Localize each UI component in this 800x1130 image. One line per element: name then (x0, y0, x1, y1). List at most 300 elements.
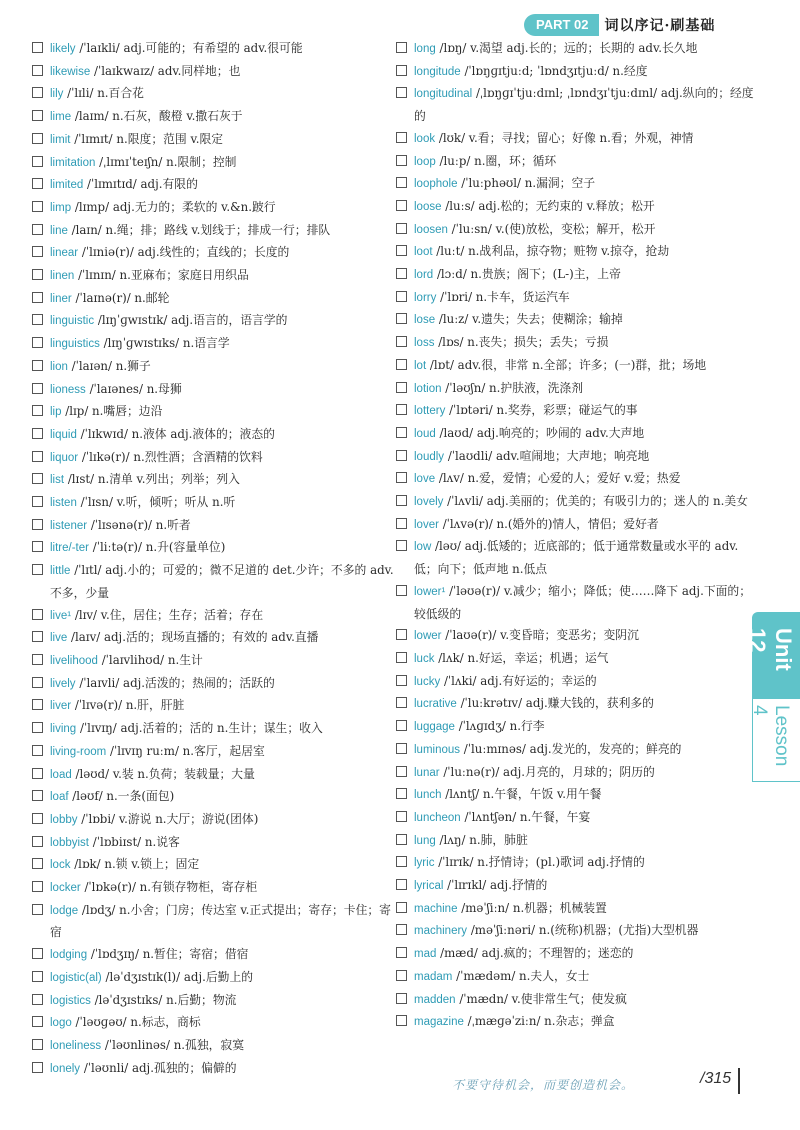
vocab-entry (32, 401, 400, 424)
checkbox-icon[interactable] (32, 677, 43, 688)
vocab-entry (32, 832, 400, 855)
vocab-entry (32, 695, 400, 718)
vocab-entry (396, 378, 756, 401)
checkbox-icon[interactable] (32, 405, 43, 416)
vocab-entry (396, 173, 756, 196)
checkbox-icon[interactable] (396, 924, 407, 935)
checkbox-icon[interactable] (396, 42, 407, 53)
headword: lovely (414, 496, 444, 509)
headword: machine (414, 902, 458, 915)
vocab-entry (396, 151, 756, 174)
vocab-entry (396, 468, 756, 491)
definition: /lɒdʒ/ n.小舍；门房；传达室 v.正式提出；寄存；卡住；寄宿 (50, 902, 391, 940)
definition: /lɔːd/ n.贵族；阁下；(L-)主，上帝 (436, 267, 621, 282)
checkbox-icon[interactable] (32, 314, 43, 325)
checkbox-icon[interactable] (396, 200, 407, 211)
definition: /luːs/ adj.松的；无约束的 v.释放；松开 (445, 198, 655, 213)
vocab-entry (396, 784, 756, 807)
headword: loudly (414, 450, 445, 463)
headword: lonely (50, 1062, 81, 1075)
definition: /ləʊf/ n.一条(面包) (72, 789, 175, 804)
vocab-entry (396, 38, 756, 61)
checkbox-icon[interactable] (396, 495, 407, 506)
definition: /lʌntʃ/ n.午餐，午饭 v.用午餐 (445, 787, 602, 802)
definition: /ˈlɪniə(r)/ adj.线性的；直线的；长度的 (81, 245, 290, 260)
headword: living-room (50, 745, 107, 758)
definition: /ˈlɒri/ n.卡车，货运汽车 (440, 289, 570, 304)
definition: /ˈlʌntʃən/ n.午餐，午宴 (464, 809, 591, 824)
checkbox-icon[interactable] (396, 472, 407, 483)
checkbox-icon[interactable] (396, 155, 407, 166)
definition: /lɪŋˈɡwɪstɪks/ n.语言学 (103, 336, 230, 351)
definition: /laɪv/ adj.活的；现场直播的；有效的 adv.直播 (71, 630, 319, 645)
headword: linear (50, 247, 79, 260)
checkbox-icon[interactable] (32, 1039, 43, 1050)
vocab-entry (396, 219, 756, 242)
vocab-entry (396, 989, 756, 1012)
definition: /ˈlɪvɪŋ ruːm/ n.客厅，起居室 (110, 743, 265, 758)
vocab-entry (396, 536, 756, 580)
vocab-entry (396, 514, 756, 537)
headword: lucky (414, 675, 441, 688)
checkbox-icon[interactable] (32, 519, 43, 530)
definition: /ˈliːtə(r)/ n.升(容量单位) (92, 540, 226, 555)
vocab-entry (396, 309, 756, 332)
checkbox-icon[interactable] (396, 697, 407, 708)
definition: /ˈlɪli/ n.百合花 (67, 86, 144, 101)
definition: /lɒs/ n.丧失；损失；丢失；亏损 (438, 335, 609, 350)
headword: lunch (414, 789, 442, 802)
definition: /lɪst/ n.清单 v.列出；列举；列入 (67, 472, 240, 487)
footer-motto: 不要守待机会，而要创造机会。 (452, 1078, 635, 1092)
checkbox-icon[interactable] (32, 428, 43, 439)
checkbox-icon[interactable] (32, 360, 43, 371)
vocab-entry (32, 809, 400, 832)
definition: /ˈlʌvli/ adj.美丽的；优美的；有吸引力的；迷人的 n.美女 (447, 494, 748, 509)
vocab-entry (32, 424, 400, 447)
headword: magazine (414, 1016, 464, 1029)
vocab-entry (396, 446, 756, 469)
vocab-entry (396, 875, 756, 898)
headword: lose (414, 314, 436, 327)
checkbox-icon[interactable] (32, 383, 43, 394)
lesson-box (749, 698, 800, 782)
checkbox-icon[interactable] (396, 132, 407, 143)
headword: loophole (414, 178, 458, 191)
definition: /ˈlaɪənes/ n.母狮 (89, 381, 182, 396)
definition: /ˈləʊnlinəs/ n.孤独，寂寞 (104, 1037, 245, 1052)
headword: lobby (50, 813, 78, 826)
definition: /luːt/ n.战利品，掠夺物；赃物 v.掠夺，抢劫 (436, 244, 670, 259)
checkbox-icon[interactable] (32, 1016, 43, 1027)
checkbox-icon[interactable] (32, 451, 43, 462)
headword: luck (414, 652, 435, 665)
headword: loneliness (50, 1039, 102, 1052)
vocab-entry (396, 762, 756, 785)
checkbox-icon[interactable] (396, 313, 407, 324)
checkbox-icon[interactable] (32, 631, 43, 642)
vocab-entry (32, 786, 400, 809)
definition: /ˈləʊə(r)/ v.减少；缩小；降低；使……降下 adj.下面的；较低级的 (414, 583, 752, 621)
section-title: 词以序记·刷基础 (604, 18, 716, 34)
headword: love (414, 473, 436, 486)
checkbox-icon[interactable] (32, 292, 43, 303)
headword: listen (50, 497, 77, 510)
checkbox-icon[interactable] (396, 879, 407, 890)
vocab-entry (32, 718, 400, 741)
definition: /lɒŋ/ v.渴望 adj.长的；远的；长期的 adv.长久地 (439, 41, 698, 55)
checkbox-icon[interactable] (32, 337, 43, 348)
definition: /ˈmædəm/ n.夫人，女士 (456, 968, 590, 983)
checkbox-icon[interactable] (32, 813, 43, 824)
headword: lodging (50, 949, 88, 962)
definition: /ˈlɪmɪt/ n.限度；范围 v.限定 (74, 131, 224, 146)
headword: liver (50, 700, 72, 713)
vocab-entry (32, 129, 400, 152)
checkbox-icon[interactable] (32, 133, 43, 144)
definition: /ˈlɪvɪŋ/ adj.活着的；活的 n.生计；谋生；收入 (79, 721, 323, 736)
headword: limp (50, 201, 72, 214)
headword: linen (50, 270, 75, 283)
checkbox-icon[interactable] (396, 675, 407, 686)
headword: lip (50, 406, 62, 419)
headword: loaf (50, 791, 69, 804)
headword: lucrative (414, 698, 457, 711)
checkbox-icon[interactable] (396, 518, 407, 529)
definition: /lʌk/ n.好运，幸运；机遇；运气 (438, 650, 609, 665)
vocab-entry (396, 332, 756, 355)
checkbox-icon[interactable] (32, 768, 43, 779)
vocab-entry (32, 83, 400, 106)
checkbox-icon[interactable] (396, 993, 407, 1004)
vocab-entry (396, 830, 756, 853)
headword: low (414, 541, 432, 554)
checkbox-icon[interactable] (32, 994, 43, 1005)
vocab-entry (396, 966, 756, 989)
checkbox-icon[interactable] (396, 1015, 407, 1026)
headword: little (50, 565, 71, 578)
vocab-entry (396, 287, 756, 310)
headword: machinery (414, 925, 468, 938)
checkbox-icon[interactable] (32, 178, 43, 189)
headword: lotion (414, 382, 442, 395)
vocab-entry (32, 944, 400, 967)
headword: madden (414, 993, 456, 1006)
headword: lottery (414, 405, 446, 418)
definition: /ˈluːkrətɪv/ adj.赚大钱的，获利多的 (460, 696, 654, 711)
headword: lock (50, 859, 71, 872)
checkbox-icon[interactable] (396, 540, 407, 551)
headword: live¹ (50, 609, 72, 622)
definition: /lɒt/ adv.很，非常 n.全部；许多；(一)群，批；场地 (429, 357, 707, 372)
vocab-entry (396, 128, 756, 151)
checkbox-icon[interactable] (396, 947, 407, 958)
headword: loot (414, 246, 433, 259)
headword: living (50, 723, 77, 736)
checkbox-icon[interactable] (396, 720, 407, 731)
checkbox-icon[interactable] (32, 110, 43, 121)
vocab-entry (32, 356, 400, 379)
headword: lower¹ (414, 585, 446, 598)
vocab-entry (396, 264, 756, 287)
headword: luminous (414, 743, 461, 756)
checkbox-icon[interactable] (32, 609, 43, 620)
vocab-entry (396, 648, 756, 671)
headword: lot (414, 359, 427, 372)
checkbox-icon[interactable] (32, 745, 43, 756)
definition: /lɪv/ v.住，居住；生存；活着；存在 (74, 607, 264, 622)
vocab-entry (32, 605, 400, 628)
headword: lover (414, 518, 439, 531)
checkbox-icon[interactable] (396, 336, 407, 347)
checkbox-icon[interactable] (32, 948, 43, 959)
checkbox-icon[interactable] (32, 790, 43, 801)
headword: live (50, 632, 68, 645)
headword: list (50, 474, 65, 487)
definition: /ˈləʊʃn/ n.护肤液，洗涤剂 (445, 380, 583, 395)
checkbox-icon[interactable] (32, 269, 43, 280)
definition: /ˈlɪsənə(r)/ n.听者 (90, 517, 191, 532)
headword: long (414, 43, 436, 55)
definition: /lɒk/ n.锁 v.锁上；固定 (74, 857, 200, 872)
headword: lodge (50, 904, 79, 917)
vocab-entry (32, 650, 400, 673)
definition: /luːz/ v.遗失；失去；使糊涂；输掉 (438, 312, 623, 327)
definition: /ˈlɒtəri/ n.奖券，彩票；碰运气的事 (449, 403, 638, 418)
checkbox-icon[interactable] (396, 427, 407, 438)
definition: /ˈlɪkwɪd/ n.液体 adj.液体的；液态的 (80, 426, 275, 441)
vocab-entry (32, 197, 400, 220)
checkbox-icon[interactable] (396, 856, 407, 867)
checkbox-icon[interactable] (396, 359, 407, 370)
headword: loud (414, 427, 436, 440)
checkbox-icon[interactable] (32, 564, 43, 575)
vocab-entry (396, 739, 756, 762)
definition: /ˈlʌvə(r)/ n.(婚外的)情人，情侣；爱好者 (442, 516, 659, 531)
checkbox-icon[interactable] (396, 652, 407, 663)
vocab-entry (396, 1011, 756, 1034)
vocab-entry (32, 854, 400, 877)
vocab-entry (32, 379, 400, 402)
headword: listener (50, 519, 88, 532)
definition: /ˈlɪtl/ adj.小的；可爱的；微不足道的 det.少许；不多的 adv.不多，少量 (50, 563, 394, 600)
checkbox-icon[interactable] (32, 246, 43, 257)
vocab-entry (32, 764, 400, 787)
definition: /ləˈdʒɪstɪk(l)/ adj.后勤上的 (105, 969, 254, 984)
vocab-entry (32, 1012, 400, 1035)
checkbox-icon[interactable] (396, 743, 407, 754)
checkbox-icon[interactable] (32, 496, 43, 507)
checkbox-icon[interactable] (396, 629, 407, 640)
headword: load (50, 768, 72, 781)
vocab-column-left (32, 38, 400, 1080)
checkbox-icon[interactable] (32, 858, 43, 869)
vocab-entry (396, 196, 756, 219)
checkbox-icon[interactable] (32, 201, 43, 212)
checkbox-icon[interactable] (32, 1062, 43, 1073)
definition: /ləʊ/ adj.低矮的；近底部的；低于通常数量或水平的 adv.低；向下；低声地 n.低点 (414, 539, 739, 577)
definition: /ˈlɪrɪkl/ adj.抒情的 (447, 878, 548, 893)
definition: /ˈlɪrɪk/ n.抒情诗；(pl.)歌词 adj.抒情的 (438, 855, 645, 870)
definition: /lʌŋ/ n.肺，肺脏 (439, 832, 528, 847)
definition: /ˈlɒbi/ v.游说 n.大厅；游说(团体) (81, 811, 259, 826)
definition: /ˈlaɪkli/ adj.可能的；有希望的 adv.很可能 (79, 41, 303, 55)
headword: luggage (414, 721, 455, 734)
headword: loop (414, 155, 436, 168)
definition: /lɪp/ n.嘴唇；边沿 (65, 404, 163, 419)
headword: limitation (50, 156, 96, 169)
definition: /ˈləʊnli/ adj.孤独的；偏僻的 (83, 1060, 237, 1075)
checkbox-icon[interactable] (32, 224, 43, 235)
headword: liquor (50, 451, 79, 464)
checkbox-icon[interactable] (396, 766, 407, 777)
vocab-entry (32, 469, 400, 492)
page-header (524, 14, 715, 36)
vocab-entry (396, 625, 756, 648)
checkbox-icon[interactable] (396, 970, 407, 981)
checkbox-icon[interactable] (396, 291, 407, 302)
definition: /ˈmædn/ v.使非常生气；使发疯 (459, 991, 627, 1006)
vocab-entry (32, 515, 400, 538)
checkbox-icon[interactable] (396, 268, 407, 279)
lesson-label: Lesson 4 (749, 705, 792, 767)
definition: /məˈʃiːn/ n.机器；机械装置 (461, 900, 607, 915)
checkbox-icon[interactable] (396, 834, 407, 845)
definition: /ˈlʌɡɪdʒ/ n.行李 (458, 719, 545, 734)
headword: line (50, 224, 68, 237)
checkbox-icon[interactable] (32, 473, 43, 484)
headword: longitude (414, 65, 461, 78)
vocab-entry (32, 242, 400, 265)
definition: /lɪŋˈɡwɪstɪk/ adj.语言的，语言学的 (97, 313, 288, 328)
vocab-entry (32, 288, 400, 311)
headword: loosen (414, 223, 448, 236)
vocab-entry (32, 174, 400, 197)
checkbox-icon[interactable] (396, 450, 407, 461)
vocab-entry (396, 920, 756, 943)
checkbox-icon[interactable] (32, 87, 43, 98)
checkbox-icon[interactable] (396, 382, 407, 393)
vocab-entry (396, 241, 756, 264)
definition: /ˈlɪvə(r)/ n.肝，肝脏 (74, 698, 185, 713)
vocab-entry (32, 106, 400, 129)
checkbox-icon[interactable] (32, 881, 43, 892)
headword: luncheon (414, 811, 461, 824)
vocab-entry (32, 492, 400, 515)
definition: /ˌlɪmɪˈteɪʃn/ n.限制；控制 (99, 154, 237, 169)
headword: mad (414, 948, 437, 961)
headword: lorry (414, 291, 437, 304)
headword: logistics (50, 994, 91, 1007)
definition: /ˈlaʊdli/ adv.喧闹地；大声地；响亮地 (447, 448, 650, 463)
vocab-entry (396, 943, 756, 966)
checkbox-icon[interactable] (32, 541, 43, 552)
checkbox-icon[interactable] (396, 223, 407, 234)
checkbox-icon[interactable] (32, 904, 43, 915)
definition: /ˈlaɪnə(r)/ n.邮轮 (75, 290, 170, 305)
vocab-entry (32, 900, 400, 944)
headword: logistic(al) (50, 971, 102, 984)
headword: lung (414, 834, 436, 847)
checkbox-icon[interactable] (396, 788, 407, 799)
headword: likewise (50, 65, 91, 78)
checkbox-icon[interactable] (396, 404, 407, 415)
definition: /ˈlɒkə(r)/ n.有锁存物柜，寄存柜 (84, 880, 258, 895)
headword: loss (414, 337, 435, 350)
vocab-entry (396, 852, 756, 875)
definition: /ˈlɒbiɪst/ n.说客 (92, 834, 180, 849)
checkbox-icon[interactable] (396, 902, 407, 913)
vocab-entry (32, 310, 400, 333)
definition: /ˈlaɪvli/ adj.活泼的；热闹的；活跃的 (79, 675, 275, 690)
part-badge: PART 02 (524, 14, 599, 36)
checkbox-icon[interactable] (32, 156, 43, 167)
vocab-entry (396, 693, 756, 716)
checkbox-icon[interactable] (32, 654, 43, 665)
headword: lunar (414, 766, 440, 779)
definition: /ˈluːnə(r)/ adj.月亮的，月球的；阴历的 (443, 764, 655, 779)
definition: /ˈlɪnɪn/ n.亚麻布；家庭日用织品 (78, 268, 249, 283)
vocab-entry (396, 400, 756, 423)
definition: /ˈlaɪən/ n.狮子 (71, 358, 151, 373)
vocab-entry (32, 741, 400, 764)
headword: lion (50, 360, 68, 373)
unit-label: Unit 12 (745, 628, 796, 671)
vocab-entry (32, 560, 400, 604)
headword: look (414, 132, 436, 145)
checkbox-icon[interactable] (396, 65, 407, 76)
checkbox-icon[interactable] (396, 87, 407, 98)
checkbox-icon[interactable] (396, 177, 407, 188)
vocab-entry (396, 671, 756, 694)
vocab-entry (32, 967, 400, 990)
definition: /lɪmp/ adj.无力的；柔软的 v.&n.跛行 (74, 199, 276, 214)
checkbox-icon[interactable] (32, 65, 43, 76)
vocab-entry (32, 265, 400, 288)
checkbox-icon[interactable] (32, 722, 43, 733)
headword: linguistic (50, 315, 95, 328)
definition: /ˈlɒŋɡɪtjuːd; ˈlɒndʒɪtjuːd/ n.经度 (464, 63, 648, 78)
vocab-entry (32, 333, 400, 356)
unit-box (745, 612, 800, 698)
vocab-entry (396, 898, 756, 921)
definition: /ləˈdʒɪstɪks/ n.后勤；物流 (94, 992, 237, 1007)
vocab-entry (396, 423, 756, 446)
checkbox-icon[interactable] (396, 811, 407, 822)
definition: /luːp/ n.圈，环；循环 (439, 153, 557, 168)
vocab-entry (32, 38, 400, 61)
definition: /lʊk/ v.看；寻找；留心；好像 n.看；外观，神情 (438, 130, 694, 145)
headword: lobbyist (50, 836, 89, 849)
definition: /ˈlʌki/ adj.有好运的；幸运的 (443, 673, 597, 688)
definition: /məˈʃiːnəri/ n.(统称)机器；(尤指)大型机器 (470, 923, 699, 938)
definition: /ˈlɒdʒɪŋ/ n.暂住；寄宿；借宿 (90, 947, 249, 962)
checkbox-icon[interactable] (32, 699, 43, 710)
unit-side-tab (745, 612, 800, 782)
vocab-entry (32, 447, 400, 470)
headword: logo (50, 1017, 72, 1030)
vocab-entry (396, 61, 756, 84)
headword: likely (50, 43, 76, 55)
checkbox-icon[interactable] (32, 42, 43, 53)
vocab-entry (32, 61, 400, 84)
checkbox-icon[interactable] (396, 245, 407, 256)
vocab-entry (396, 807, 756, 830)
checkbox-icon[interactable] (32, 971, 43, 982)
definition: /ˈluːmɪnəs/ adj.发光的，发亮的；鲜亮的 (463, 741, 682, 756)
checkbox-icon[interactable] (32, 836, 43, 847)
checkbox-icon[interactable] (396, 585, 407, 596)
